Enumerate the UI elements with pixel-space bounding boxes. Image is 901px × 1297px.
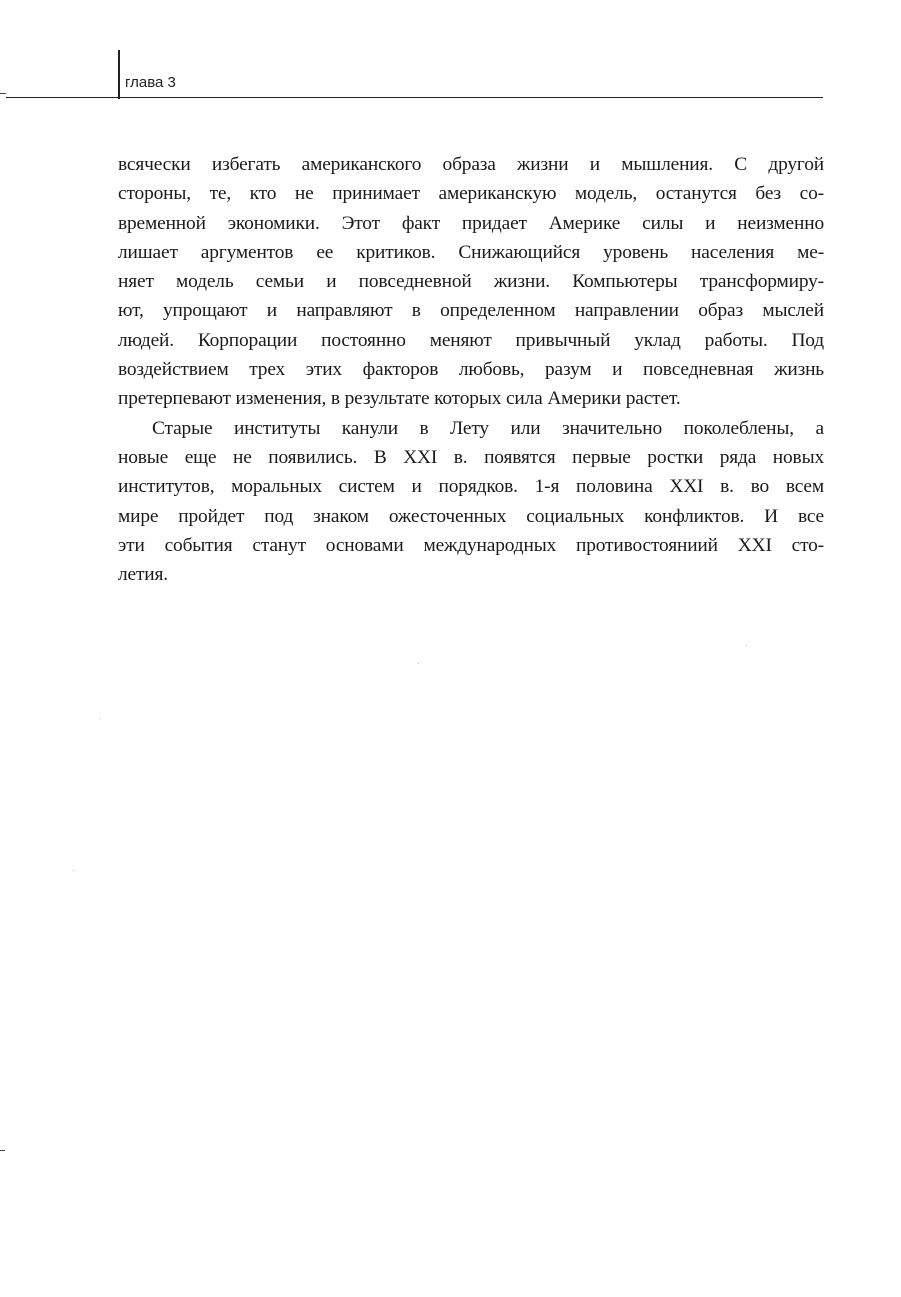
text-line: мире пройдет под знаком ожесточенных социальных конфликтов. И все bbox=[118, 505, 824, 527]
scan-speck bbox=[100, 718, 101, 719]
scan-speck bbox=[418, 663, 419, 664]
scan-speck bbox=[73, 870, 74, 871]
text-line: претерпевают изменения, в результате которых сила Америки растет. bbox=[118, 388, 681, 410]
text-line: Старые институты канули в Лету или значительно поколеблены, а bbox=[152, 417, 824, 439]
scan-speck bbox=[746, 645, 747, 646]
text-line: няет модель семьи и повседневной жизни. Компьютеры трансформиру- bbox=[118, 271, 824, 293]
header-rule bbox=[6, 97, 823, 98]
text-line: всячески избегать американского образа жизни и мышления. С другой bbox=[118, 154, 824, 175]
text-line: стороны, те, кто не принимает американскую модель, останутся без со- bbox=[118, 183, 824, 205]
crop-mark-bottom bbox=[0, 1150, 5, 1151]
paragraph-2 bbox=[118, 414, 824, 590]
chapter-label: глава 3 bbox=[125, 74, 176, 91]
text-line: новые еще не появились. В XXI в. появятся первые ростки ряда новых bbox=[118, 446, 824, 468]
text-line: лишает аргументов ее критиков. Снижающийся уровень населения ме- bbox=[118, 241, 824, 263]
text-line: людей. Корпорации постоянно меняют привычный уклад работы. Под bbox=[118, 329, 824, 351]
text-line: институтов, моральных систем и порядков. 1-я половина XXI в. во всем bbox=[118, 476, 824, 498]
text-line: эти события станут основами международных противостояниий XXI сто- bbox=[118, 534, 824, 556]
body-text bbox=[118, 150, 824, 589]
crop-mark-top bbox=[0, 93, 6, 94]
text-line: временной экономики. Этот факт придает Америке силы и неизменно bbox=[118, 212, 824, 234]
header-vertical-bar bbox=[118, 50, 120, 99]
text-line: ют, упрощают и направляют в определенном направлении образ мыслей bbox=[118, 300, 824, 322]
paragraph-1 bbox=[118, 150, 824, 414]
text-line: летия. bbox=[118, 564, 169, 586]
text-line: воздействием трех этих факторов любовь, разум и повседневная жизнь bbox=[118, 359, 824, 381]
